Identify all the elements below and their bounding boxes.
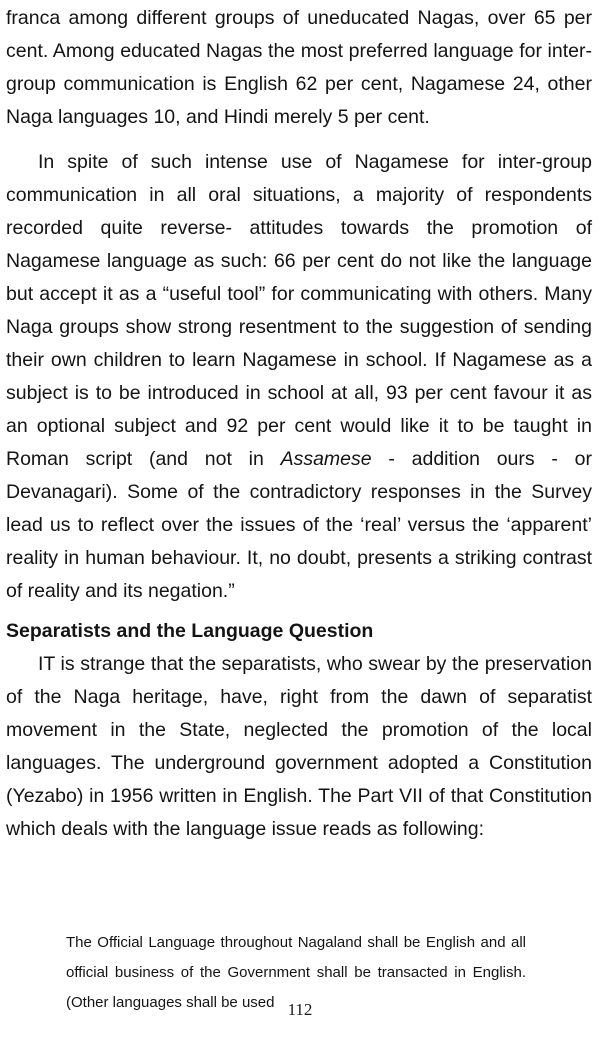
section-heading: Separatists and the Language Question [6,620,374,642]
paragraph-text-end: - addition ours - or Devanagari). Some of the contradictory responses in the Survey lead us to reflect over the issues of the ‘real’ versus the ‘apparent’ reality in human behaviour. It, no doubt, presents a striking contrast of reality and its negation.” [6,448,592,602]
document-page [6,0,592,846]
paragraph-separatists: IT is strange that the separatists, who swear by the preservation of the Naga heritage, have, right from the dawn of separatist movement in the State, neglected the promotion of the local languages. The underground government adopted a Constitution (Yezabo) in 1956 written in English. The Part VII of that Constitution which deals with the language issue reads as following: [6,653,592,840]
paragraph-survey-attitudes [6,146,592,608]
block-quote: The Official Language throughout Nagaland shall be English and all official business of the Government shall be transacted in English. (Other languages shall be used [66,934,526,1011]
paragraph-continuation: franca among different groups of uneducated Nagas, over 65 per cent. Among educated Nagas the most preferred language for inter-group communication is English 62 per cent, Nagamese 24, other Naga languages 10, and Hindi merely 5 per cent. [6,7,592,128]
page-number: 112 [287,1000,313,1019]
italic-term: Assamese [280,448,372,470]
paragraph-text: In spite of such intense use of Nagamese for inter-group communication in all oral situations, a majority of respondents recorded quite reverse- attitudes towards the promotion of Nagamese language as such: 66 per cent do not like the language but accept it as a “useful tool” for communicating with others. Many Naga groups show strong resentment to the suggestion of sending their own children to learn Nagamese in school. If Nagamese as a subject is to be introduced in school at all, 93 per cent favour it as an optional subject and 92 per cent would like it to be taught in Roman script (and not in [6,151,592,470]
